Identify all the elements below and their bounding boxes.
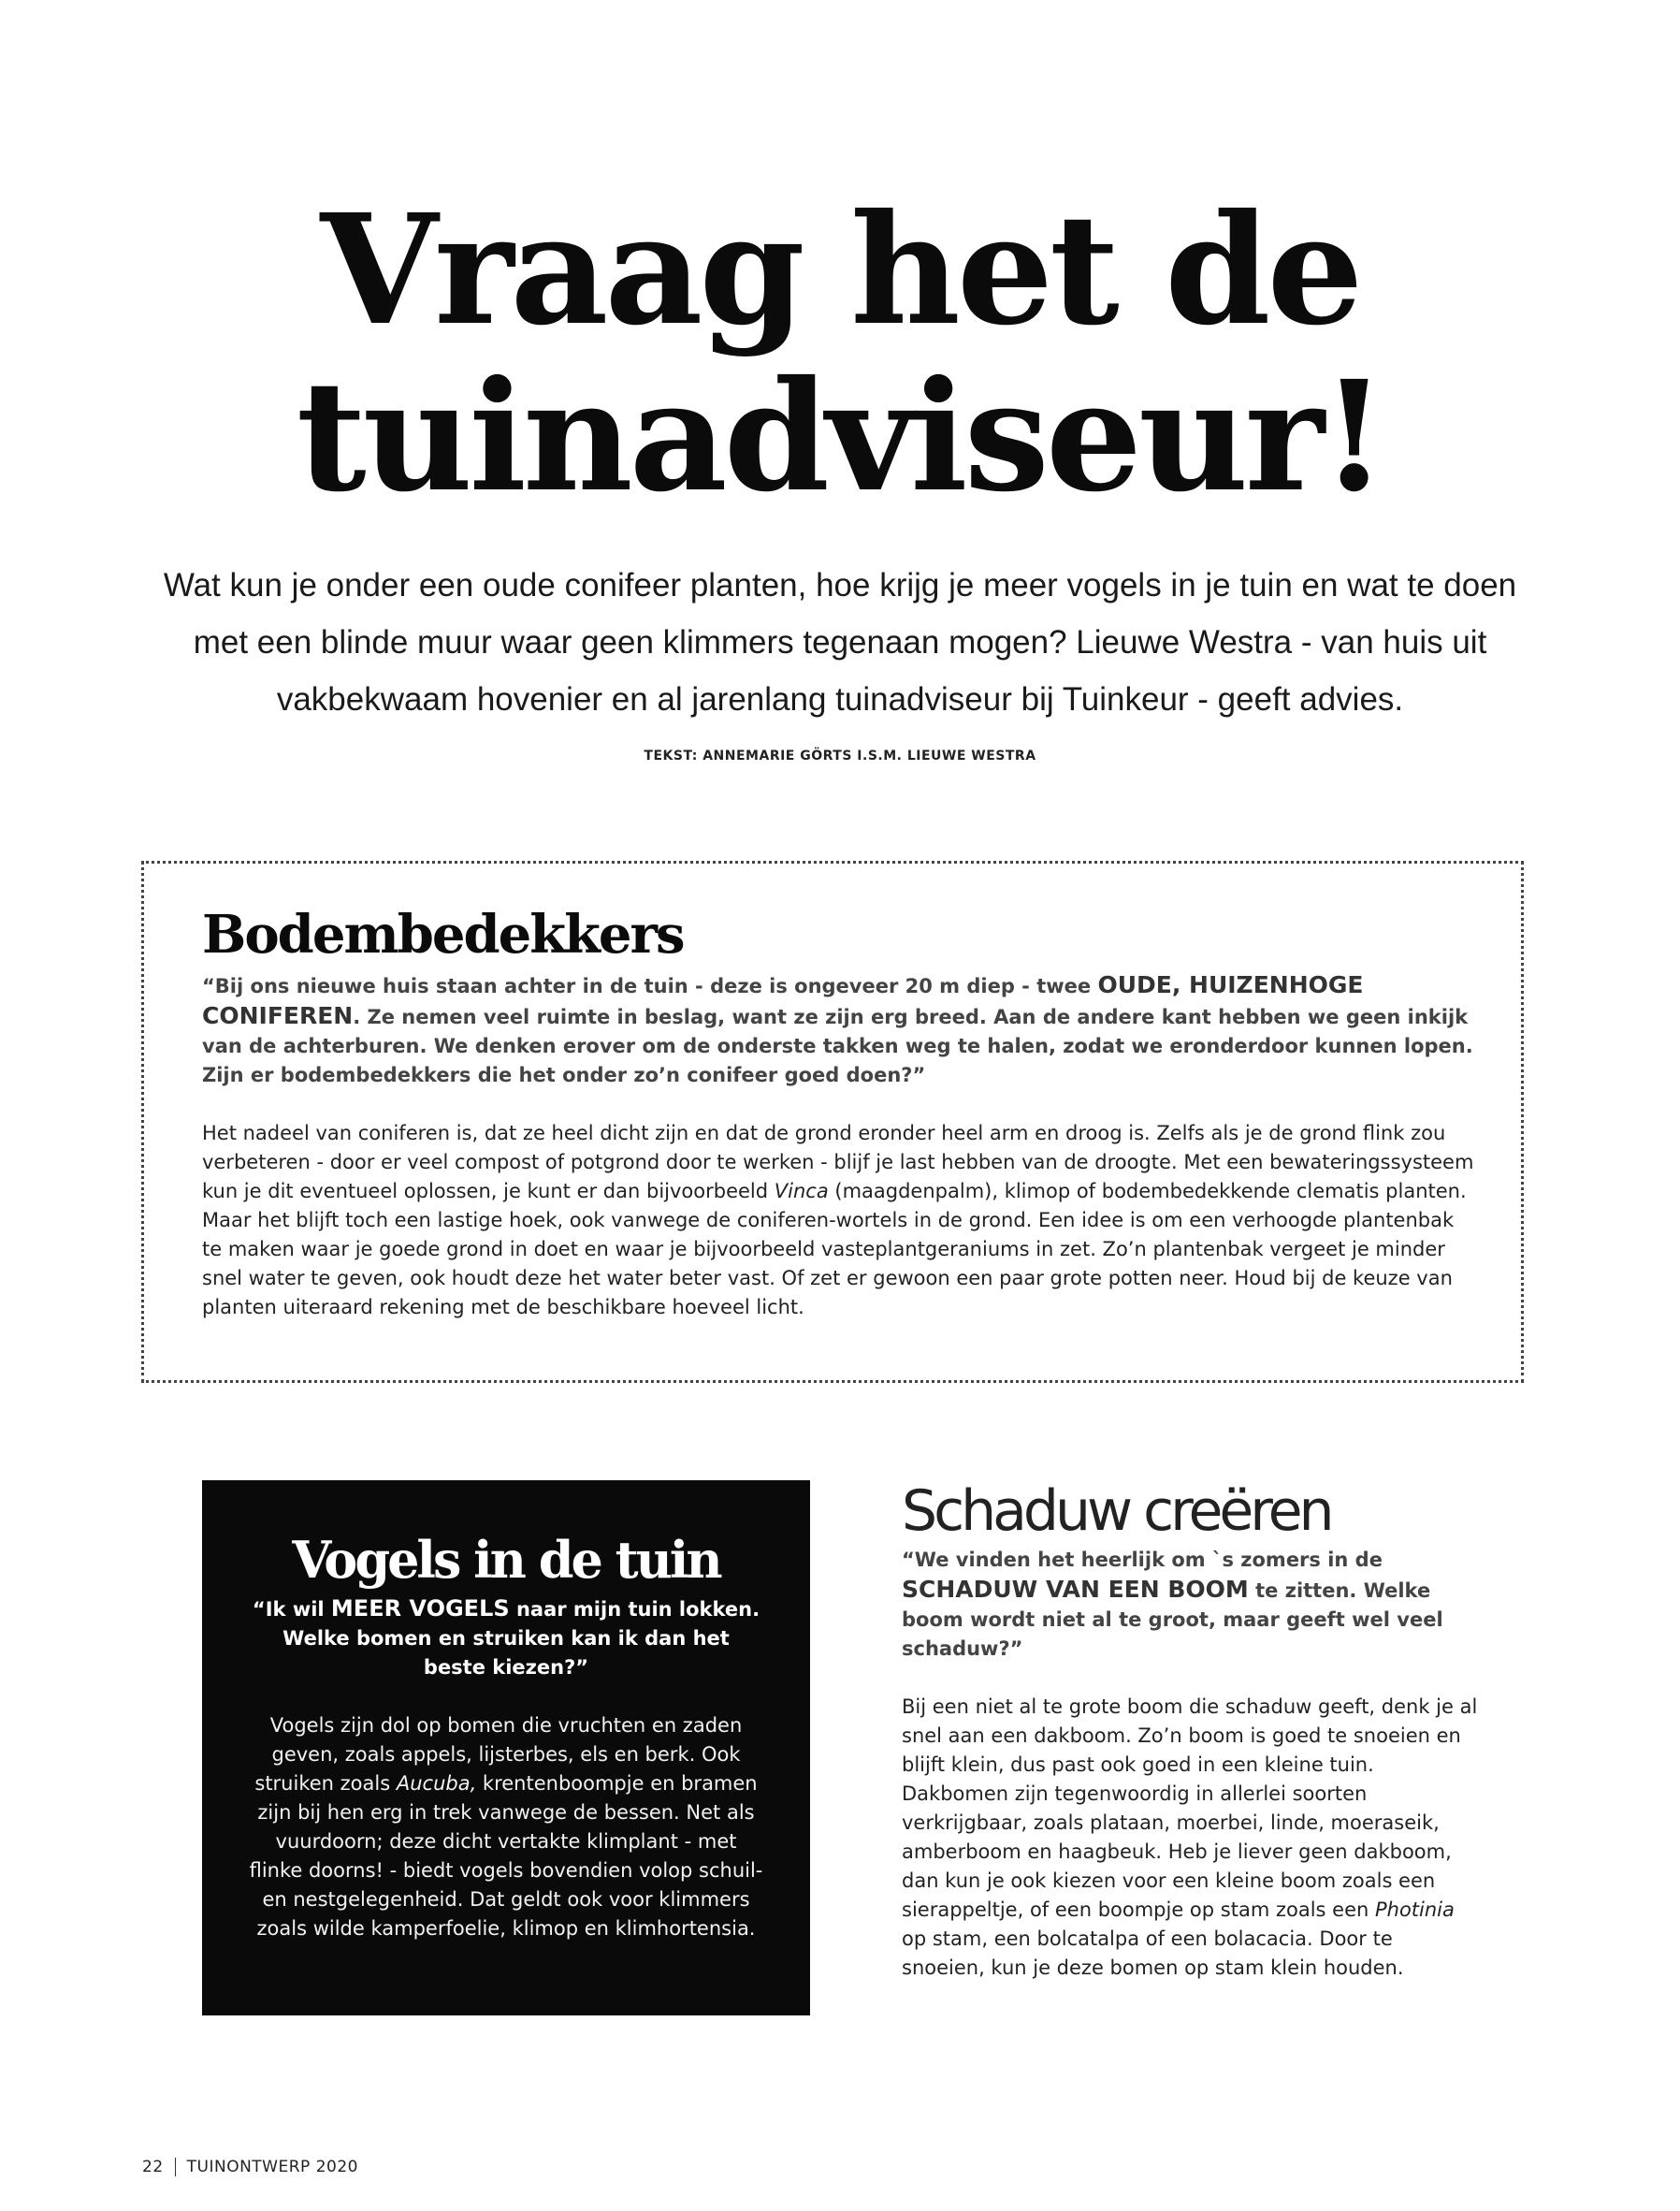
bodembedekkers-box (141, 861, 1524, 1383)
question-text: naar mijn tuin lokken. Welke bomen en struiken kan ik dan het beste kiezen?” (282, 1598, 760, 1679)
bodembedekkers-answer (202, 1119, 1474, 1322)
question-text: “Ik wil (252, 1598, 331, 1621)
vogels-question (249, 1594, 763, 1682)
page-number: 22 (142, 2158, 164, 2176)
author-credit: TEKST: ANNEMARIE GÖRTS I.S.M. LIEUWE WESTRA (644, 749, 1036, 764)
title-line-2: tuinadviseur! (296, 348, 1384, 526)
answer-italic: Photinia (1374, 1898, 1455, 1921)
answer-italic: Vinca (774, 1180, 829, 1202)
question-text: “We vinden het heerlijk om `s zomers in de (902, 1549, 1383, 1571)
page-title (0, 182, 1680, 526)
vogels-answer (249, 1711, 763, 1943)
answer-text: (maagdenpalm), klimop of bodembedekkende clematis planten. Maar het blijft toch een lastige hoek, ook vanwege de coniferen-wortels in de grond. Een idee is om een verhoogde plantenbak te maken waar je goede grond in doet en waar je bijvoorbeeld vasteplantgeraniums in zet. Zo’n plantenbak vergeet je minder snel water te geven, ook houdt deze het water beter vast. Of zet er gewoon een paar grote potten neer. Houd bij de keuze van planten uiteraard rekening met de beschikbare hoeveel licht. (202, 1180, 1467, 1318)
bodembedekkers-question (202, 970, 1474, 1090)
schaduw-answer (902, 1693, 1482, 1983)
schaduw-heading: Schaduw creëren (902, 1478, 1331, 1544)
publication-name: TUINONTWERP 2020 (186, 2158, 358, 2176)
answer-italic: Aucuba, (396, 1772, 477, 1795)
schaduw-question (902, 1546, 1482, 1664)
footer-divider (175, 2158, 176, 2176)
question-emphasis: OUDE, HUIZENHOGE CONIFEREN (202, 971, 1364, 1029)
vogels-box (202, 1480, 810, 2015)
page-footer (142, 2158, 358, 2176)
intro-paragraph: Wat kun je onder een oude conifeer planten, hoe krijg je meer vogels in je tuin en wat te doen met een blinde muur waar geen klimmers tegenaan mogen? Lieuwe Westra - van huis uit vakbekwaam hovenier en al jarenlang tuinadviseur bij Tuinkeur - geeft advies. (163, 567, 1517, 718)
title-line-1: Vraag het de (320, 182, 1360, 359)
vogels-heading: Vogels in de tuin (292, 1530, 720, 1590)
question-text: te zitten. Welke boom wordt niet al te groot, maar geeft wel veel schaduw?” (902, 1579, 1443, 1660)
schaduw-section (902, 1478, 1482, 1983)
bodembedekkers-heading: Bodembedekkers (202, 904, 684, 966)
answer-text: Het nadeel van coniferen is, dat ze heel dicht zijn en dat de grond eronder heel arm en droog is. Zelfs als je de grond flink zou verbeteren - door er veel compost of potgrond door te werken - blijf je last hebben van de droogte. Met een bewateringssysteem kun je dit eventueel oplossen, je kunt er dan bijvoorbeeld (202, 1122, 1474, 1202)
question-text: . Ze nemen veel ruimte in beslag, want ze zijn erg breed. Aan de andere kant hebben we geen inkijk van de achterburen. We denken erover om de onderste takken weg te halen, zodat we eronderdoor kunnen lopen. Zijn er bodembedekkers die het onder zo’n conifeer goed doen?” (202, 1006, 1473, 1086)
answer-text: Vogels zijn dol op bomen die vruchten en zaden geven, zoals appels, lijsterbes, els en berk. Ook struiken zoals (254, 1714, 743, 1795)
answer-text: krentenboompje en bramen zijn bij hen erg in trek vanwege de bessen. Net als vuurdoorn; deze dicht vertakte klimplant - met flinke doorns! - biedt vogels bovendien volop schuil- en nestgelegenheid. Dat geldt ook voor klimmers zoals wilde kamperfoelie, klimop en klimhortensia. (249, 1772, 763, 1940)
question-emphasis: MEER VOGELS (330, 1595, 510, 1622)
question-emphasis: SCHADUW VAN EEN BOOM (902, 1576, 1249, 1603)
question-text: “Bij ons nieuwe huis staan achter in de tuin - deze is ongeveer 20 m diep - twee (202, 975, 1098, 997)
answer-text: op stam, een bolcatalpa of een bolacacia. Door te snoeien, kun je deze bomen op stam klein houden. (902, 1927, 1404, 1979)
answer-text: Bij een niet al te grote boom die schaduw geeft, denk je al snel aan een dakboom. Zo’n boom is goed te snoeien en blijft klein, dus past ook goed in een kleine tuin. Dakbomen zijn tegenwoordig in allerlei soorten verkrijgbaar, zoals plataan, moerbei, linde, moeraseik, amberboom en haagbeuk. Heb je liever geen dakboom, dan kun je ook kiezen voor een kleine boom zoals een sierappeltje, of een boompje op stam zoals een (902, 1695, 1478, 1921)
